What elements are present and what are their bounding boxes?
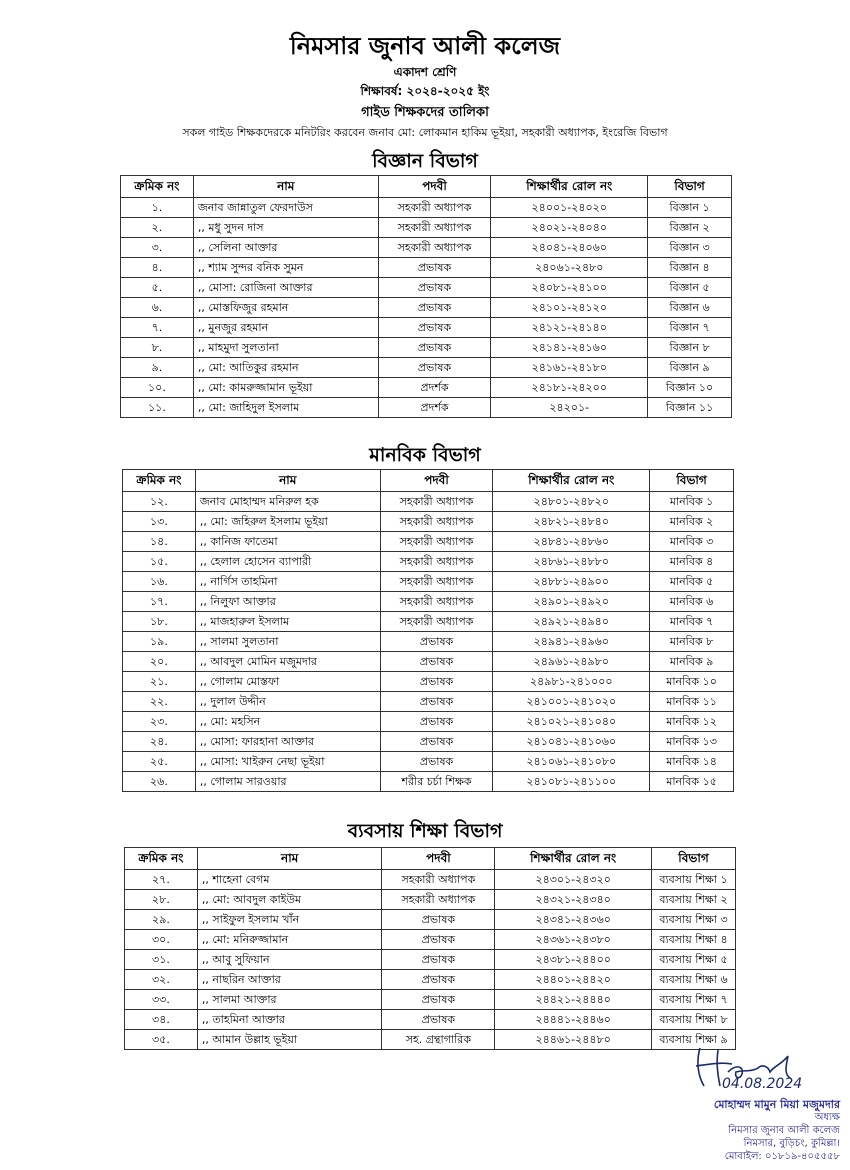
table-row (125, 1010, 736, 1030)
table-row (123, 672, 734, 692)
class-name: একাদশ শ্রেণি (393, 65, 457, 79)
table-row (121, 218, 732, 238)
table-row (125, 950, 736, 970)
cell-dept: মানবিক ৭ (650, 612, 734, 632)
cell-dept: মানবিক ৪ (650, 552, 734, 572)
handwritten-signature (670, 1042, 840, 1092)
cell-post: সহকারী অধ্যাপক (382, 870, 495, 890)
table-header-row (121, 176, 732, 198)
cell-post: সহকারী অধ্যাপক (380, 492, 493, 512)
table-row (125, 890, 736, 910)
cell-name: ,, তাহমিনা আক্তার (197, 1010, 382, 1030)
cell-dept: ব্যবসায় শিক্ষা ১ (652, 870, 736, 890)
table-row (123, 712, 734, 732)
cell-dept: মানবিক ১৩ (650, 732, 734, 752)
cell-dept: ব্যবসায় শিক্ষা ৫ (652, 950, 736, 970)
table-row (123, 552, 734, 572)
cell-roll: ২৪১০০১-২৪১০২০ (493, 692, 650, 712)
table-row (123, 632, 734, 652)
table-row (125, 930, 736, 950)
cell-dept: বিজ্ঞান ৫ (648, 278, 732, 298)
cell-serial: ১২. (123, 492, 196, 512)
cell-post: সহকারী অধ্যাপক (380, 532, 493, 552)
principal-name: মোহাম্মদ মামুন মিয়া মজুমদার (713, 1098, 840, 1111)
cell-name: ,, মোসা: ফারহানা আক্তার (195, 732, 380, 752)
cell-serial: ২. (121, 218, 194, 238)
cell-dept: ব্যবসায় শিক্ষা ২ (652, 890, 736, 910)
cell-name: ,, সেলিনা আক্তার (193, 238, 378, 258)
col-header-roll: শিক্ষার্থীর রোল নং (493, 470, 650, 492)
cell-serial: ২৩. (123, 712, 196, 732)
table-row (121, 238, 732, 258)
cell-name: ,, মো: মনিরুজ্জামান (197, 930, 382, 950)
cell-roll: ২৪০৮১-২৪১০০ (491, 278, 648, 298)
table-row (121, 258, 732, 278)
cell-post: প্রভাষক (378, 278, 491, 298)
cell-post: প্রভাষক (382, 990, 495, 1010)
principal-designation: অধ্যক্ষ (814, 1112, 840, 1123)
cell-serial: ৩. (121, 238, 194, 258)
cell-roll: ২৪১০৬১-২৪১০৮০ (493, 752, 650, 772)
cell-post: সহকারী অধ্যাপক (380, 552, 493, 572)
cell-roll: ২৪৩৬১-২৪৩৮০ (495, 930, 652, 950)
cell-serial: ২৪. (123, 732, 196, 752)
col-header-sl: ক্রমিক নং (121, 176, 194, 198)
cell-name: ,, হেলাল হোসেন ব্যাপারী (195, 552, 380, 572)
cell-dept: ব্যবসায় শিক্ষা ৯ (652, 1030, 736, 1050)
cell-name: ,, মোস্তফিজুর রহমান (193, 298, 378, 318)
table-row (121, 398, 732, 418)
cell-name: ,, সালমা আক্তার (197, 990, 382, 1010)
cell-post: প্রভাষক (382, 910, 495, 930)
cell-dept: বিজ্ঞান ১১ (648, 398, 732, 418)
cell-serial: ৫. (121, 278, 194, 298)
cell-serial: ৯. (121, 358, 194, 378)
cell-roll: ২৪৮০১-২৪৮২০ (493, 492, 650, 512)
table-row (125, 910, 736, 930)
cell-serial: ১৪. (123, 532, 196, 552)
col-header-roll: শিক্ষার্থীর রোল নং (495, 848, 652, 870)
table-row (125, 990, 736, 1010)
cell-name: ,, মোসা: রোজিনা আক্তার (193, 278, 378, 298)
cell-dept: মানবিক ৬ (650, 592, 734, 612)
table-row (125, 1030, 736, 1050)
cell-post: প্রদর্শক (378, 398, 491, 418)
cell-dept: বিজ্ঞান ১০ (648, 378, 732, 398)
cell-name: ,, নাছরিন আক্তার (197, 970, 382, 990)
cell-post: প্রভাষক (380, 732, 493, 752)
cell-roll: ২৪১৬১-২৪১৮০ (491, 358, 648, 378)
cell-roll: ২৪৩৮১-২৪৪০০ (495, 950, 652, 970)
table-row (123, 752, 734, 772)
cell-name: ,, গোলাম সারওয়ার (195, 772, 380, 792)
cell-post: প্রভাষক (378, 338, 491, 358)
cell-post: সহকারী অধ্যাপক (378, 238, 491, 258)
col-header-post: পদবী (378, 176, 491, 198)
cell-post: প্রভাষক (380, 652, 493, 672)
table-row (123, 772, 734, 792)
cell-serial: ৩৩. (125, 990, 198, 1010)
table-row (121, 298, 732, 318)
cell-post: প্রভাষক (382, 930, 495, 950)
table-row (125, 870, 736, 890)
cell-serial: ২৯. (125, 910, 198, 930)
table-row (123, 532, 734, 552)
table-row (123, 512, 734, 532)
cell-dept: বিজ্ঞান ৩ (648, 238, 732, 258)
cell-serial: ১১. (121, 398, 194, 418)
cell-name: ,, মাজহারুল ইসলাম (195, 612, 380, 632)
cell-dept: বিজ্ঞান ৮ (648, 338, 732, 358)
table-science (120, 175, 732, 418)
table-header-row (125, 848, 736, 870)
cell-serial: ২১. (123, 672, 196, 692)
cell-roll: ২৪০৬১-২৪৮০ (491, 258, 648, 278)
table-row (123, 692, 734, 712)
col-header-name: নাম (197, 848, 382, 870)
cell-dept: বিজ্ঞান ৭ (648, 318, 732, 338)
cell-dept: মানবিক ৫ (650, 572, 734, 592)
table-row (121, 338, 732, 358)
cell-serial: ২৮. (125, 890, 198, 910)
cell-post: প্রভাষক (378, 358, 491, 378)
cell-post: প্রভাষক (382, 1010, 495, 1030)
cell-serial: ১৭. (123, 592, 196, 612)
cell-name: ,, সাইফুল ইসলাম খাঁন (197, 910, 382, 930)
cell-post: প্রভাষক (380, 692, 493, 712)
cell-roll: ২৪১৮১-২৪২০০ (491, 378, 648, 398)
col-header-dept: বিভাগ (652, 848, 736, 870)
cell-name: ,, গোলাম মোস্তফা (195, 672, 380, 692)
cell-serial: ২০. (123, 652, 196, 672)
cell-roll: ২৪০২১-২৪০৪০ (491, 218, 648, 238)
stamp-college: নিমসার জুনাব আলী কলেজ (728, 1125, 840, 1136)
principal-stamp (600, 1098, 840, 1163)
cell-name: ,, নার্গিস তাহমিনা (195, 572, 380, 592)
col-header-name: নাম (193, 176, 378, 198)
cell-dept: বিজ্ঞান ৯ (648, 358, 732, 378)
cell-name: ,, মো: জহিরুল ইসলাম ভূইয়া (195, 512, 380, 532)
cell-serial: ৭. (121, 318, 194, 338)
cell-post: প্রভাষক (380, 632, 493, 652)
cell-dept: মানবিক ১২ (650, 712, 734, 732)
cell-post: প্রদর্শক (378, 378, 491, 398)
col-header-sl: ক্রমিক নং (123, 470, 196, 492)
cell-dept: ব্যবসায় শিক্ষা ৩ (652, 910, 736, 930)
cell-dept: বিজ্ঞান ২ (648, 218, 732, 238)
cell-dept: মানবিক ১৫ (650, 772, 734, 792)
col-header-dept: বিভাগ (648, 176, 732, 198)
cell-dept: ব্যবসায় শিক্ষা ৭ (652, 990, 736, 1010)
cell-roll: ২৪৯৮১-২৪১০০০ (493, 672, 650, 692)
col-header-dept: বিভাগ (650, 470, 734, 492)
cell-post: প্রভাষক (382, 970, 495, 990)
cell-name: ,, শাহেনা বেগম (197, 870, 382, 890)
cell-roll: ২৪১০২১-২৪১০৪০ (493, 712, 650, 732)
cell-name: ,, আবু সুফিয়ান (197, 950, 382, 970)
col-header-name: নাম (195, 470, 380, 492)
cell-post: প্রভাষক (378, 258, 491, 278)
cell-name: ,, মো: আতিকুর রহমান (193, 358, 378, 378)
cell-post: সহকারী অধ্যাপক (378, 198, 491, 218)
cell-roll: ২৪৮৬১-২৪৮৮০ (493, 552, 650, 572)
cell-serial: ৩৪. (125, 1010, 198, 1030)
cell-name: ,, কানিজ ফাতেমা (195, 532, 380, 552)
cell-serial: ৬. (121, 298, 194, 318)
cell-dept: মানবিক ১০ (650, 672, 734, 692)
cell-serial: ৪. (121, 258, 194, 278)
cell-name: ,, মধু সুদন দাস (193, 218, 378, 238)
stamp-mobile: মোবাইল: ০১৮১৯-৪০৫৫৫৮ (724, 1151, 840, 1162)
cell-dept: মানবিক ১১ (650, 692, 734, 712)
table-row (123, 592, 734, 612)
table-row (123, 492, 734, 512)
table-row (121, 378, 732, 398)
cell-dept: বিজ্ঞান ৪ (648, 258, 732, 278)
table-business (124, 847, 736, 1050)
cell-name: ,, মো: জাহিদুল ইসলাম (193, 398, 378, 418)
cell-name: ,, নিলুফা আক্তার (195, 592, 380, 612)
cell-serial: ২৬. (123, 772, 196, 792)
section-title-humanities: মানবিক বিভাগ (369, 444, 481, 466)
col-header-roll: শিক্ষার্থীর রোল নং (491, 176, 648, 198)
cell-name: ,, মো: আবদুল কাইউম (197, 890, 382, 910)
cell-post: প্রভাষক (380, 672, 493, 692)
cell-serial: ১. (121, 198, 194, 218)
cell-roll: ২৪৮৮১-২৪৯০০ (493, 572, 650, 592)
stamp-address: নিমসার, বুড়িচং, কুমিল্লা। (743, 1138, 840, 1149)
cell-roll: ২৪৯৪১-২৪৯৬০ (493, 632, 650, 652)
cell-post: সহ. গ্রন্থাগারিক (382, 1030, 495, 1050)
session-line: শিক্ষাবর্ষ: ২০২৪-২০২৫ ইং (360, 84, 490, 98)
cell-roll: ২৪১০৮১-২৪১১০০ (493, 772, 650, 792)
table-row (123, 572, 734, 592)
cell-post: সহকারী অধ্যাপক (380, 592, 493, 612)
cell-roll: ২৪৯৬১-২৪৯৮০ (493, 652, 650, 672)
cell-serial: ৩২. (125, 970, 198, 990)
cell-serial: ৮. (121, 338, 194, 358)
cell-post: সহকারী অধ্যাপক (380, 572, 493, 592)
cell-post: সহকারী অধ্যাপক (380, 612, 493, 632)
cell-roll: ২৪৩৪১-২৪৩৬০ (495, 910, 652, 930)
cell-serial: ৩৫. (125, 1030, 198, 1050)
cell-name: ,, মো: কামরুজ্জামান ভূইয়া (193, 378, 378, 398)
table-row (125, 970, 736, 990)
cell-roll: ২৪৪২১-২৪৪৪০ (495, 990, 652, 1010)
cell-roll: ২৪৩২১-২৪৩৪০ (495, 890, 652, 910)
cell-serial: ১০. (121, 378, 194, 398)
cell-dept: মানবিক ৮ (650, 632, 734, 652)
cell-post: প্রভাষক (380, 712, 493, 732)
section-title-science: বিজ্ঞান বিভাগ (372, 150, 478, 172)
cell-roll: ২৪৪৬১-২৪৪৮০ (495, 1030, 652, 1050)
cell-post: প্রভাষক (382, 950, 495, 970)
cell-name: ,, আমান উল্লাহ ভূইয়া (197, 1030, 382, 1050)
table-row (123, 732, 734, 752)
cell-name: ,, আবদুল মোমিন মজুমদার (195, 652, 380, 672)
cell-name: ,, শ্যাম সুন্দর বনিক সুমন (193, 258, 378, 278)
cell-post: সহকারী অধ্যাপক (380, 512, 493, 532)
cell-name: ,, মুনজুর রহমান (193, 318, 378, 338)
table-row (121, 358, 732, 378)
cell-roll: ২৪৯২১-২৪৯৪০ (493, 612, 650, 632)
cell-post: সহকারী অধ্যাপক (382, 890, 495, 910)
cell-serial: ২২. (123, 692, 196, 712)
cell-serial: ১৮. (123, 612, 196, 632)
cell-serial: ৩০. (125, 930, 198, 950)
cell-roll: ২৪১২১-২৪১৪০ (491, 318, 648, 338)
table-row (121, 318, 732, 338)
cell-roll: ২৪৮৪১-২৪৮৬০ (493, 532, 650, 552)
table-row (123, 612, 734, 632)
cell-name: জনাব জান্নাতুল ফেরদাউস (193, 198, 378, 218)
cell-roll: ২৪২০১- (491, 398, 648, 418)
cell-roll: ২৪১০৪১-২৪১০৬০ (493, 732, 650, 752)
cell-post: প্রভাষক (378, 318, 491, 338)
cell-roll: ২৪৩০১-২৪৩২০ (495, 870, 652, 890)
cell-dept: বিজ্ঞান ৬ (648, 298, 732, 318)
monitoring-note: সকল গাইড শিক্ষকদেরকে মনিটরিং করবেন জনাব মো: লোকমান হাকিম ভূইয়া, সহকারী অধ্যাপক, ইংরেজি বিভাগ (182, 126, 668, 139)
cell-roll: ২৪১০১-২৪১২০ (491, 298, 648, 318)
cell-dept: মানবিক ১৪ (650, 752, 734, 772)
cell-serial: ২৭. (125, 870, 198, 890)
table-row (123, 652, 734, 672)
cell-dept: বিজ্ঞান ১ (648, 198, 732, 218)
cell-serial: ১৯. (123, 632, 196, 652)
cell-serial: ১৫. (123, 552, 196, 572)
list-title: গাইড শিক্ষকদের তালিকা (361, 105, 489, 120)
cell-serial: ১৩. (123, 512, 196, 532)
section-title-business: ব্যবসায় শিক্ষা বিভাগ (347, 820, 503, 842)
cell-post: শরীর চর্চা শিক্ষক (380, 772, 493, 792)
cell-name: ,, সালমা সুলতানা (195, 632, 380, 652)
college-name: নিমসার জুনাব আলী কলেজ (289, 32, 561, 60)
cell-dept: মানবিক ৯ (650, 652, 734, 672)
cell-dept: ব্যবসায় শিক্ষা ৪ (652, 930, 736, 950)
cell-name: ,, দুলাল উদ্দীন (195, 692, 380, 712)
signature-date: 04.08.2024 (722, 1076, 803, 1092)
cell-roll: ২৪০৪১-২৪০৬০ (491, 238, 648, 258)
col-header-post: পদবী (380, 470, 493, 492)
cell-post: প্রভাষক (378, 298, 491, 318)
cell-name: জনাব মোহাম্মদ মনিরুল হক (195, 492, 380, 512)
table-row (121, 198, 732, 218)
cell-dept: মানবিক ১ (650, 492, 734, 512)
cell-dept: ব্যবসায় শিক্ষা ৮ (652, 1010, 736, 1030)
cell-roll: ২৪০০১-২৪০২০ (491, 198, 648, 218)
cell-post: সহকারী অধ্যাপক (378, 218, 491, 238)
cell-roll: ২৪৮২১-২৪৮৪০ (493, 512, 650, 532)
cell-dept: মানবিক ৩ (650, 532, 734, 552)
cell-roll: ২৪৯০১-২৪৯২০ (493, 592, 650, 612)
cell-roll: ২৪১৪১-২৪১৬০ (491, 338, 648, 358)
table-header-row (123, 470, 734, 492)
cell-dept: ব্যবসায় শিক্ষা ৬ (652, 970, 736, 990)
col-header-sl: ক্রমিক নং (125, 848, 198, 870)
cell-serial: ৩১. (125, 950, 198, 970)
cell-name: ,, মাহমুদা সুলতানা (193, 338, 378, 358)
cell-serial: ২৫. (123, 752, 196, 772)
cell-roll: ২৪৪০১-২৪৪২০ (495, 970, 652, 990)
cell-name: ,, মোসা: খাইরুন নেছা ভূইয়া (195, 752, 380, 772)
cell-name: ,, মো: মহসিন (195, 712, 380, 732)
cell-serial: ১৬. (123, 572, 196, 592)
col-header-post: পদবী (382, 848, 495, 870)
table-humanities (122, 469, 734, 792)
cell-dept: মানবিক ২ (650, 512, 734, 532)
cell-post: প্রভাষক (380, 752, 493, 772)
cell-roll: ২৪৪৪১-২৪৪৬০ (495, 1010, 652, 1030)
table-row (121, 278, 732, 298)
